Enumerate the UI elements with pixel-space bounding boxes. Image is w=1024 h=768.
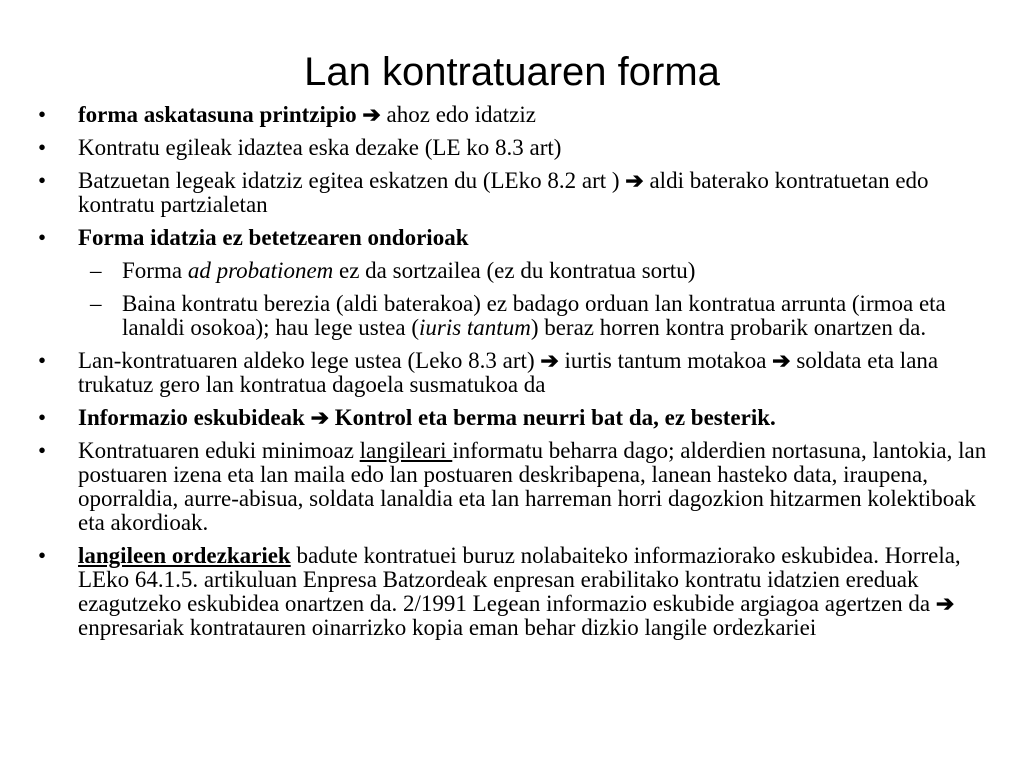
item-text: Batzuetan legeak idatziz egitea eskatzen du (LEko 8.2 art )	[78, 168, 620, 193]
italic-text: iuris tantum	[418, 315, 531, 340]
item-text: Kontratuaren eduki minimoaz	[78, 438, 354, 463]
item-text: badute kontratuei buruz nolabaiteko informaziorako eskubidea. Horrela, LEko 64.1.5. artikuluan Enpresa Batzordeak enpresan erabilitako kontratu idatzien ereduak ezagutzeko eskubidea onartzen da. 2/1991 Legean informazio eskubide argiagoa agertzen da	[78, 543, 961, 616]
underlined-text: langileari	[359, 438, 453, 463]
bullet-icon: •	[38, 102, 47, 127]
dash-icon: –	[90, 291, 102, 316]
sub-item-ad-probationem	[38, 259, 998, 283]
bullet-icon: •	[38, 543, 47, 568]
item-text: iurtis tantum motakoa	[564, 348, 767, 373]
arrow-right-icon: ➔	[772, 348, 791, 373]
arrow-right-icon: ➔	[362, 102, 381, 127]
item-text: ez da sortzailea (ez du kontratua sortu)	[339, 258, 696, 283]
bullet-item-kontratu-egileak	[38, 136, 998, 160]
item-text: aldi baterako kontratuetan edo kontratu partzialetan	[78, 168, 929, 217]
slide-title: Lan kontratuaren forma	[304, 50, 720, 94]
italic-text: ad probationem	[187, 258, 334, 283]
item-text: ahoz edo idatziz	[386, 102, 536, 127]
bold-text: forma askatasuna printzipio	[78, 102, 357, 127]
item-text: Lan-kontratuaren aldeko lege ustea (Leko 8.3 art)	[78, 348, 535, 373]
bullet-icon: •	[38, 405, 47, 430]
arrow-right-icon: ➔	[540, 348, 559, 373]
bullet-item-langileen-ordezkariek	[38, 544, 998, 640]
bullet-icon: •	[38, 348, 47, 373]
bullet-icon: •	[38, 438, 47, 463]
item-text: Forma	[122, 258, 183, 283]
bullet-item-kontratuaren-eduki	[38, 439, 998, 535]
bullet-icon: •	[38, 135, 47, 160]
arrow-right-icon: ➔	[310, 405, 330, 430]
arrow-right-icon: ➔	[625, 168, 644, 193]
bullet-item-forma-askatasuna	[38, 103, 998, 127]
bullet-item-forma-idatzia	[38, 226, 998, 250]
bullet-icon: •	[38, 168, 47, 193]
bold-underlined-text: langileen ordezkariek	[78, 543, 291, 568]
item-text: enpresariak kontratauren oinarrizko kopia eman behar dizkio langile ordezkariei	[78, 615, 817, 640]
bold-text: Forma idatzia ez betetzearen ondorioak	[78, 225, 469, 250]
sub-item-baina-kontratu	[38, 292, 998, 340]
bullet-list	[38, 103, 998, 649]
bullet-icon: •	[38, 225, 47, 250]
bold-text: Kontrol eta berma neurri bat da, ez besterik.	[334, 405, 776, 430]
bullet-item-batzuetan	[38, 169, 998, 217]
bold-text: Informazio eskubideak	[78, 405, 305, 430]
item-text: ) beraz horren kontra probarik onartzen da.	[530, 315, 927, 340]
item-text: soldata eta lana trukatuz gero lan kontratua dagoela susmatukoa da	[78, 348, 939, 397]
dash-icon: –	[90, 258, 102, 283]
bullet-item-informazio-eskubideak	[38, 406, 998, 430]
item-text: Kontratu egileak idaztea eska dezake (LE ko 8.3 art)	[78, 135, 562, 160]
item-text: informatu beharra dago; alderdien nortasuna, lantokia, lan postuaren izena eta lan maila edo lan postuaren deskribapena, lanean hasteko data, iraupena, oporraldia, aurre-abisua, soldata lanaldia eta lan harreman horri dagozkion hitzarmen kolektiboak eta akordioak.	[78, 438, 987, 535]
bullet-item-lan-kontratuaren	[38, 349, 998, 397]
arrow-right-icon: ➔	[935, 591, 955, 616]
item-text: Baina kontratu berezia (aldi baterakoa) ez badago orduan lan kontratua arrunta (irmoa eta lanaldi osokoa); hau lege ustea (	[122, 291, 946, 340]
